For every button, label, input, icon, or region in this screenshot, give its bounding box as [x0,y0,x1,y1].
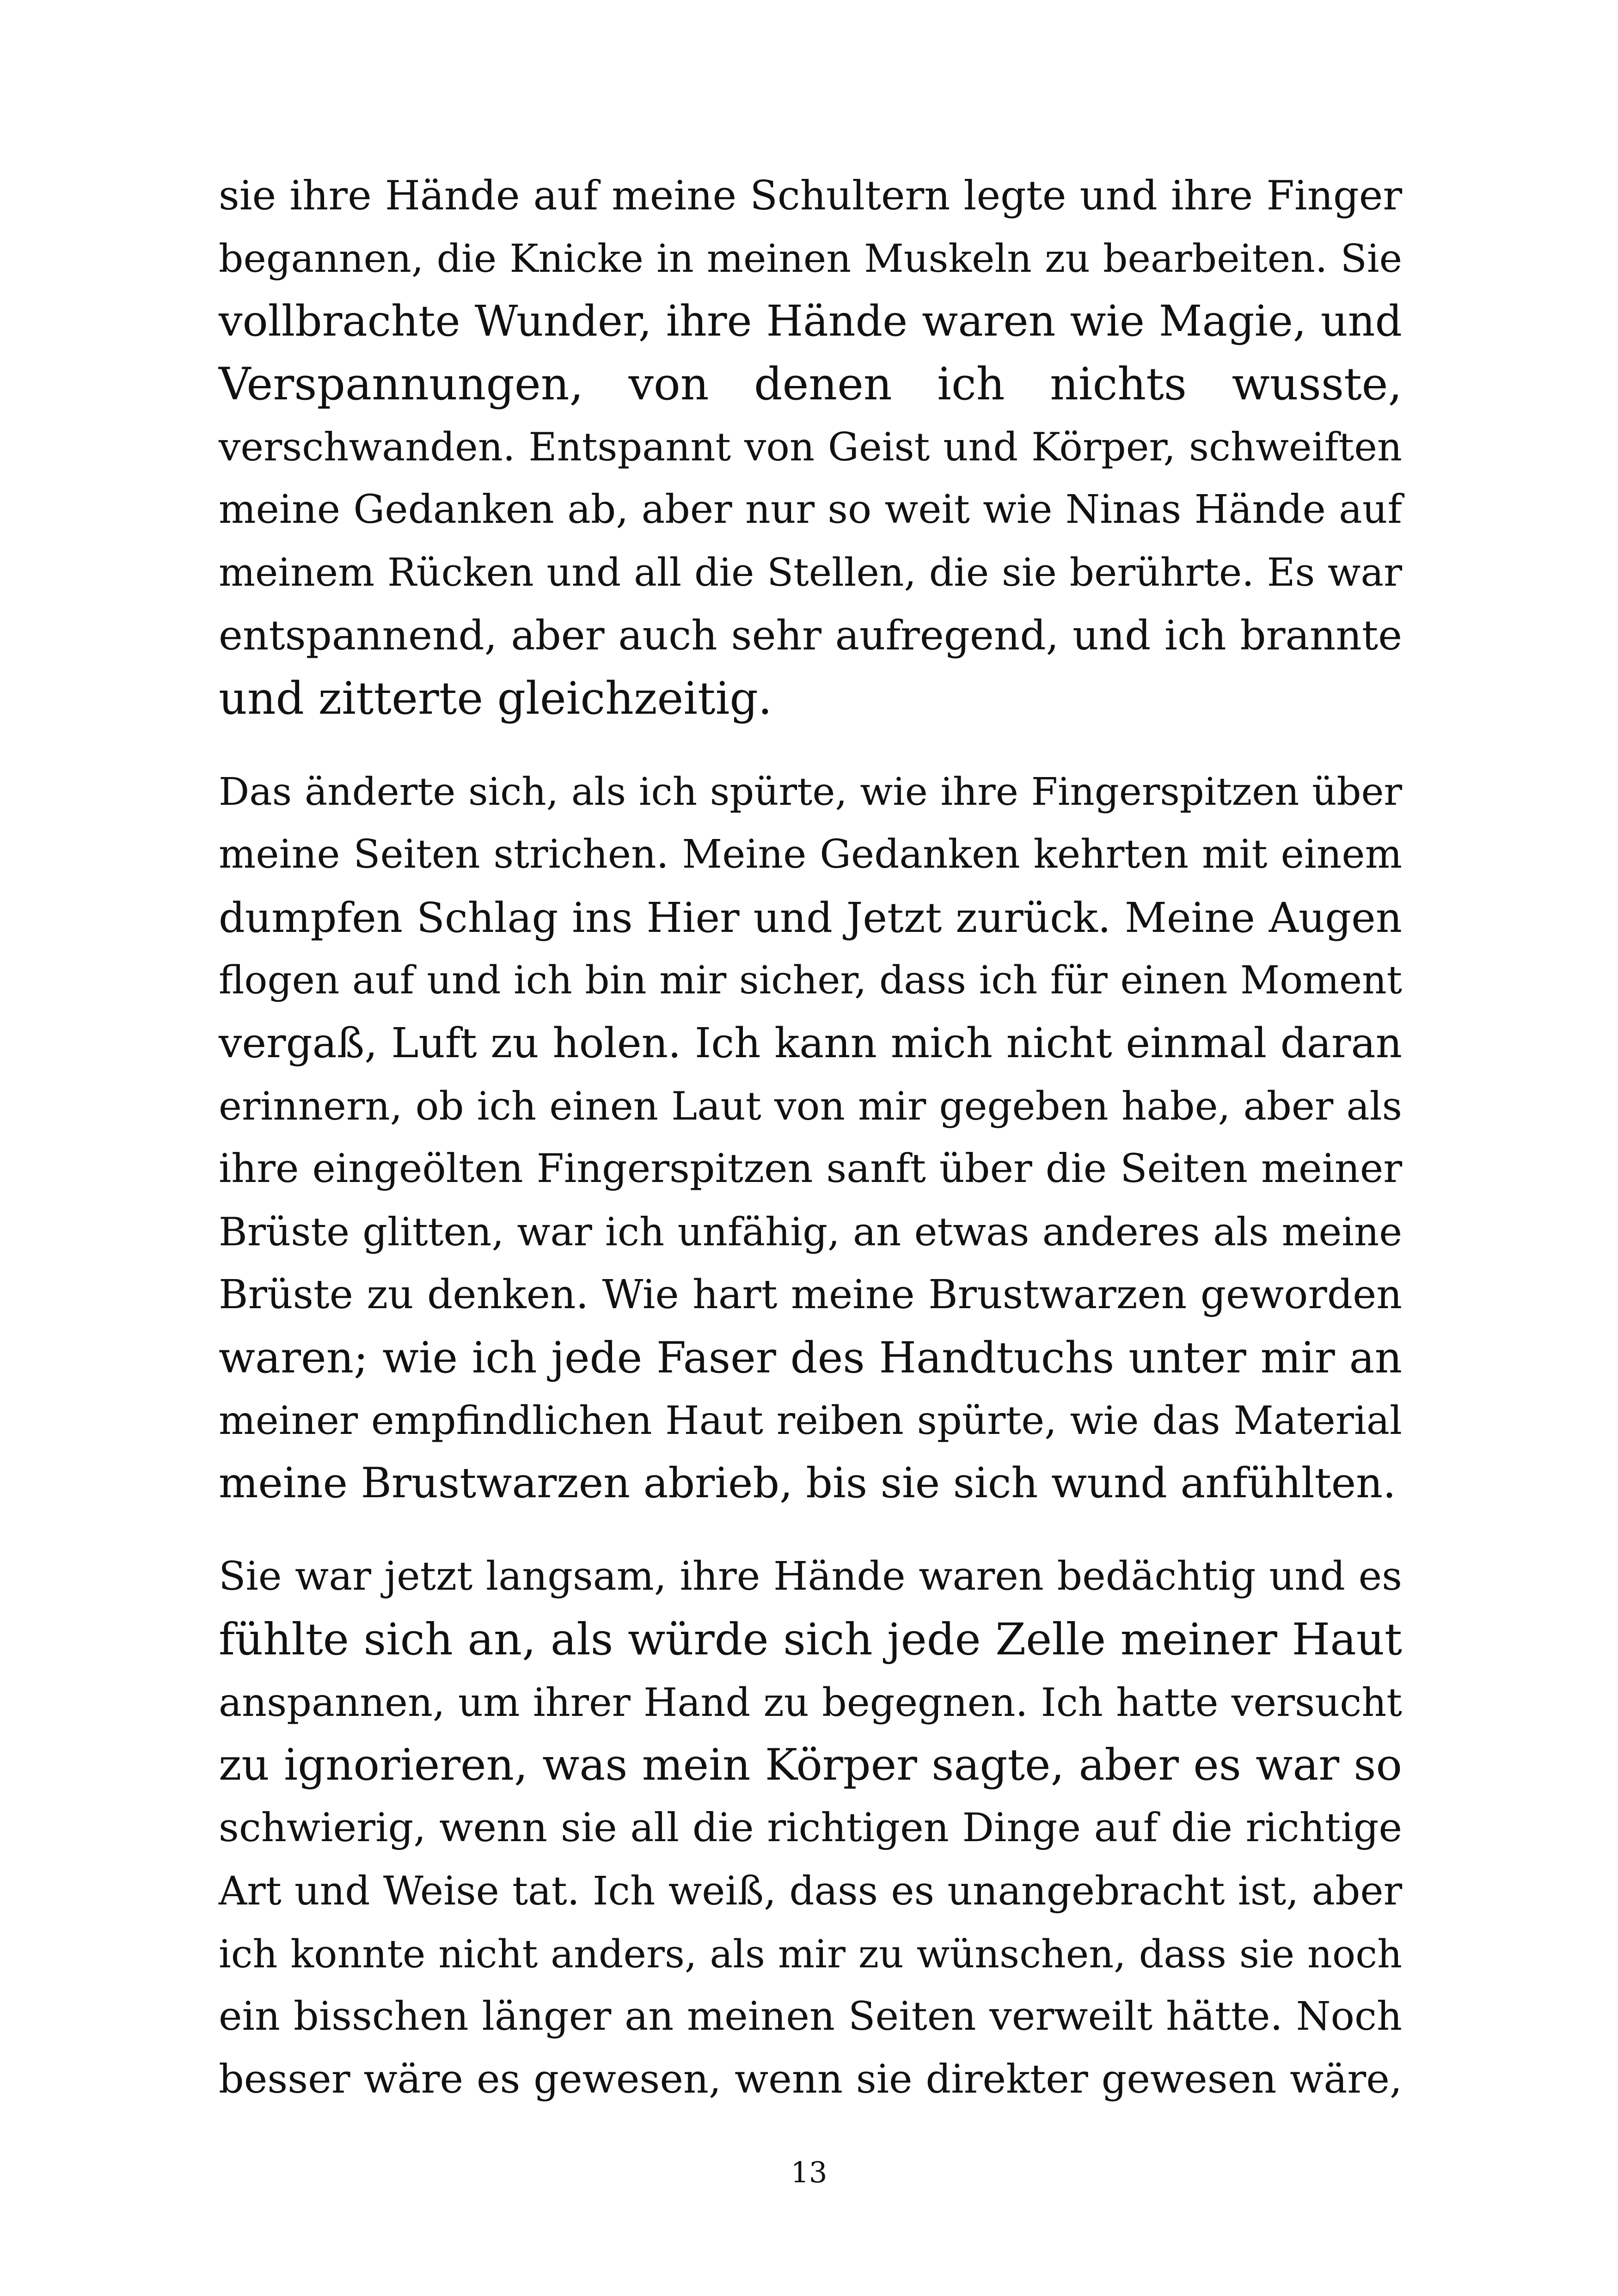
text-line: dumpfen Schlag ins Hier und Jetzt zurück. Meine Augen [219,894,1402,942]
text-line: anspannen, um ihrer Hand zu begegnen. Ich hatte versucht [219,1680,1402,1725]
text-line: schwierig, wenn sie all die richtigen Dinge auf die richtige [219,1805,1402,1851]
text-line: flogen auf und ich bin mir sicher, dass ich für einen Moment [219,958,1402,1003]
text-line: erinnern, ob ich einen Laut von mir gegeben habe, aber als [219,1084,1402,1129]
text-line: ihre eingeölten Fingerspitzen sanft über die Seiten meiner [219,1146,1402,1192]
text-line: ich konnte nicht anders, als mir zu wünschen, dass sie noch [219,1931,1402,1977]
text-line: verschwanden. Entspannt von Geist und Körper, schweiften [219,424,1402,470]
paragraph [219,1545,1402,2111]
body-text [219,164,1402,2111]
text-line: fühlte sich an, als würde sich jede Zelle meiner Haut [219,1614,1402,1665]
paragraph [219,164,1402,730]
text-line: Verspannungen, von denen ich nichts wusste, [219,358,1402,410]
paragraph [219,760,1402,1515]
text-line: Brüste glitten, war ich unfähig, an etwas anderes als meine [219,1209,1402,1255]
text-line: und zitterte gleichzeitig. [219,673,772,724]
text-line: entspannend, aber auch sehr aufregend, und ich brannte [219,612,1402,659]
text-line: vollbrachte Wunder, ihre Hände waren wie Magie, und [219,296,1402,346]
text-line: Das änderte sich, als ich spürte, wie ihre Fingerspitzen über [219,769,1402,814]
text-line: sie ihre Hände auf meine Schultern legte und ihre Finger [219,172,1402,219]
text-line: meine Seiten strichen. Meine Gedanken kehrten mit einem [219,832,1402,877]
text-line: meine Gedanken ab, aber nur so weit wie Ninas Hände auf [219,487,1402,533]
text-line: besser wäre es gewesen, wenn sie direkter gewesen wäre, [219,2057,1402,2102]
text-line: meiner empfindlichen Haut reiben spürte, wie das Material [219,1398,1402,1443]
text-line: meinem Rücken und all die Stellen, die sie berührte. Es war [219,550,1402,595]
text-line: begannen, die Knicke in meinen Muskeln zu bearbeiten. Sie [219,236,1402,281]
text-line: Sie war jetzt langsam, ihre Hände waren bedächtig und es [219,1554,1402,1599]
text-line: vergaß, Luft zu holen. Ich kann mich nicht einmal daran [219,1019,1402,1067]
text-line: Brüste zu denken. Wie hart meine Brustwarzen geworden [219,1272,1402,1318]
text-line: waren; wie ich jede Faser des Handtuchs unter mir an [219,1333,1402,1383]
page-number: 13 [791,2155,827,2189]
text-line: meine Brustwarzen abrieb, bis sie sich wund anfühlten. [219,1459,1396,1507]
text-line: zu ignorieren, was mein Körper sagte, aber es war so [219,1740,1402,1790]
text-line: ein bisschen länger an meinen Seiten verweilt hätte. Noch [219,1994,1402,2039]
text-line: Art und Weise tat. Ich weiß, dass es unangebracht ist, aber [219,1868,1402,1914]
